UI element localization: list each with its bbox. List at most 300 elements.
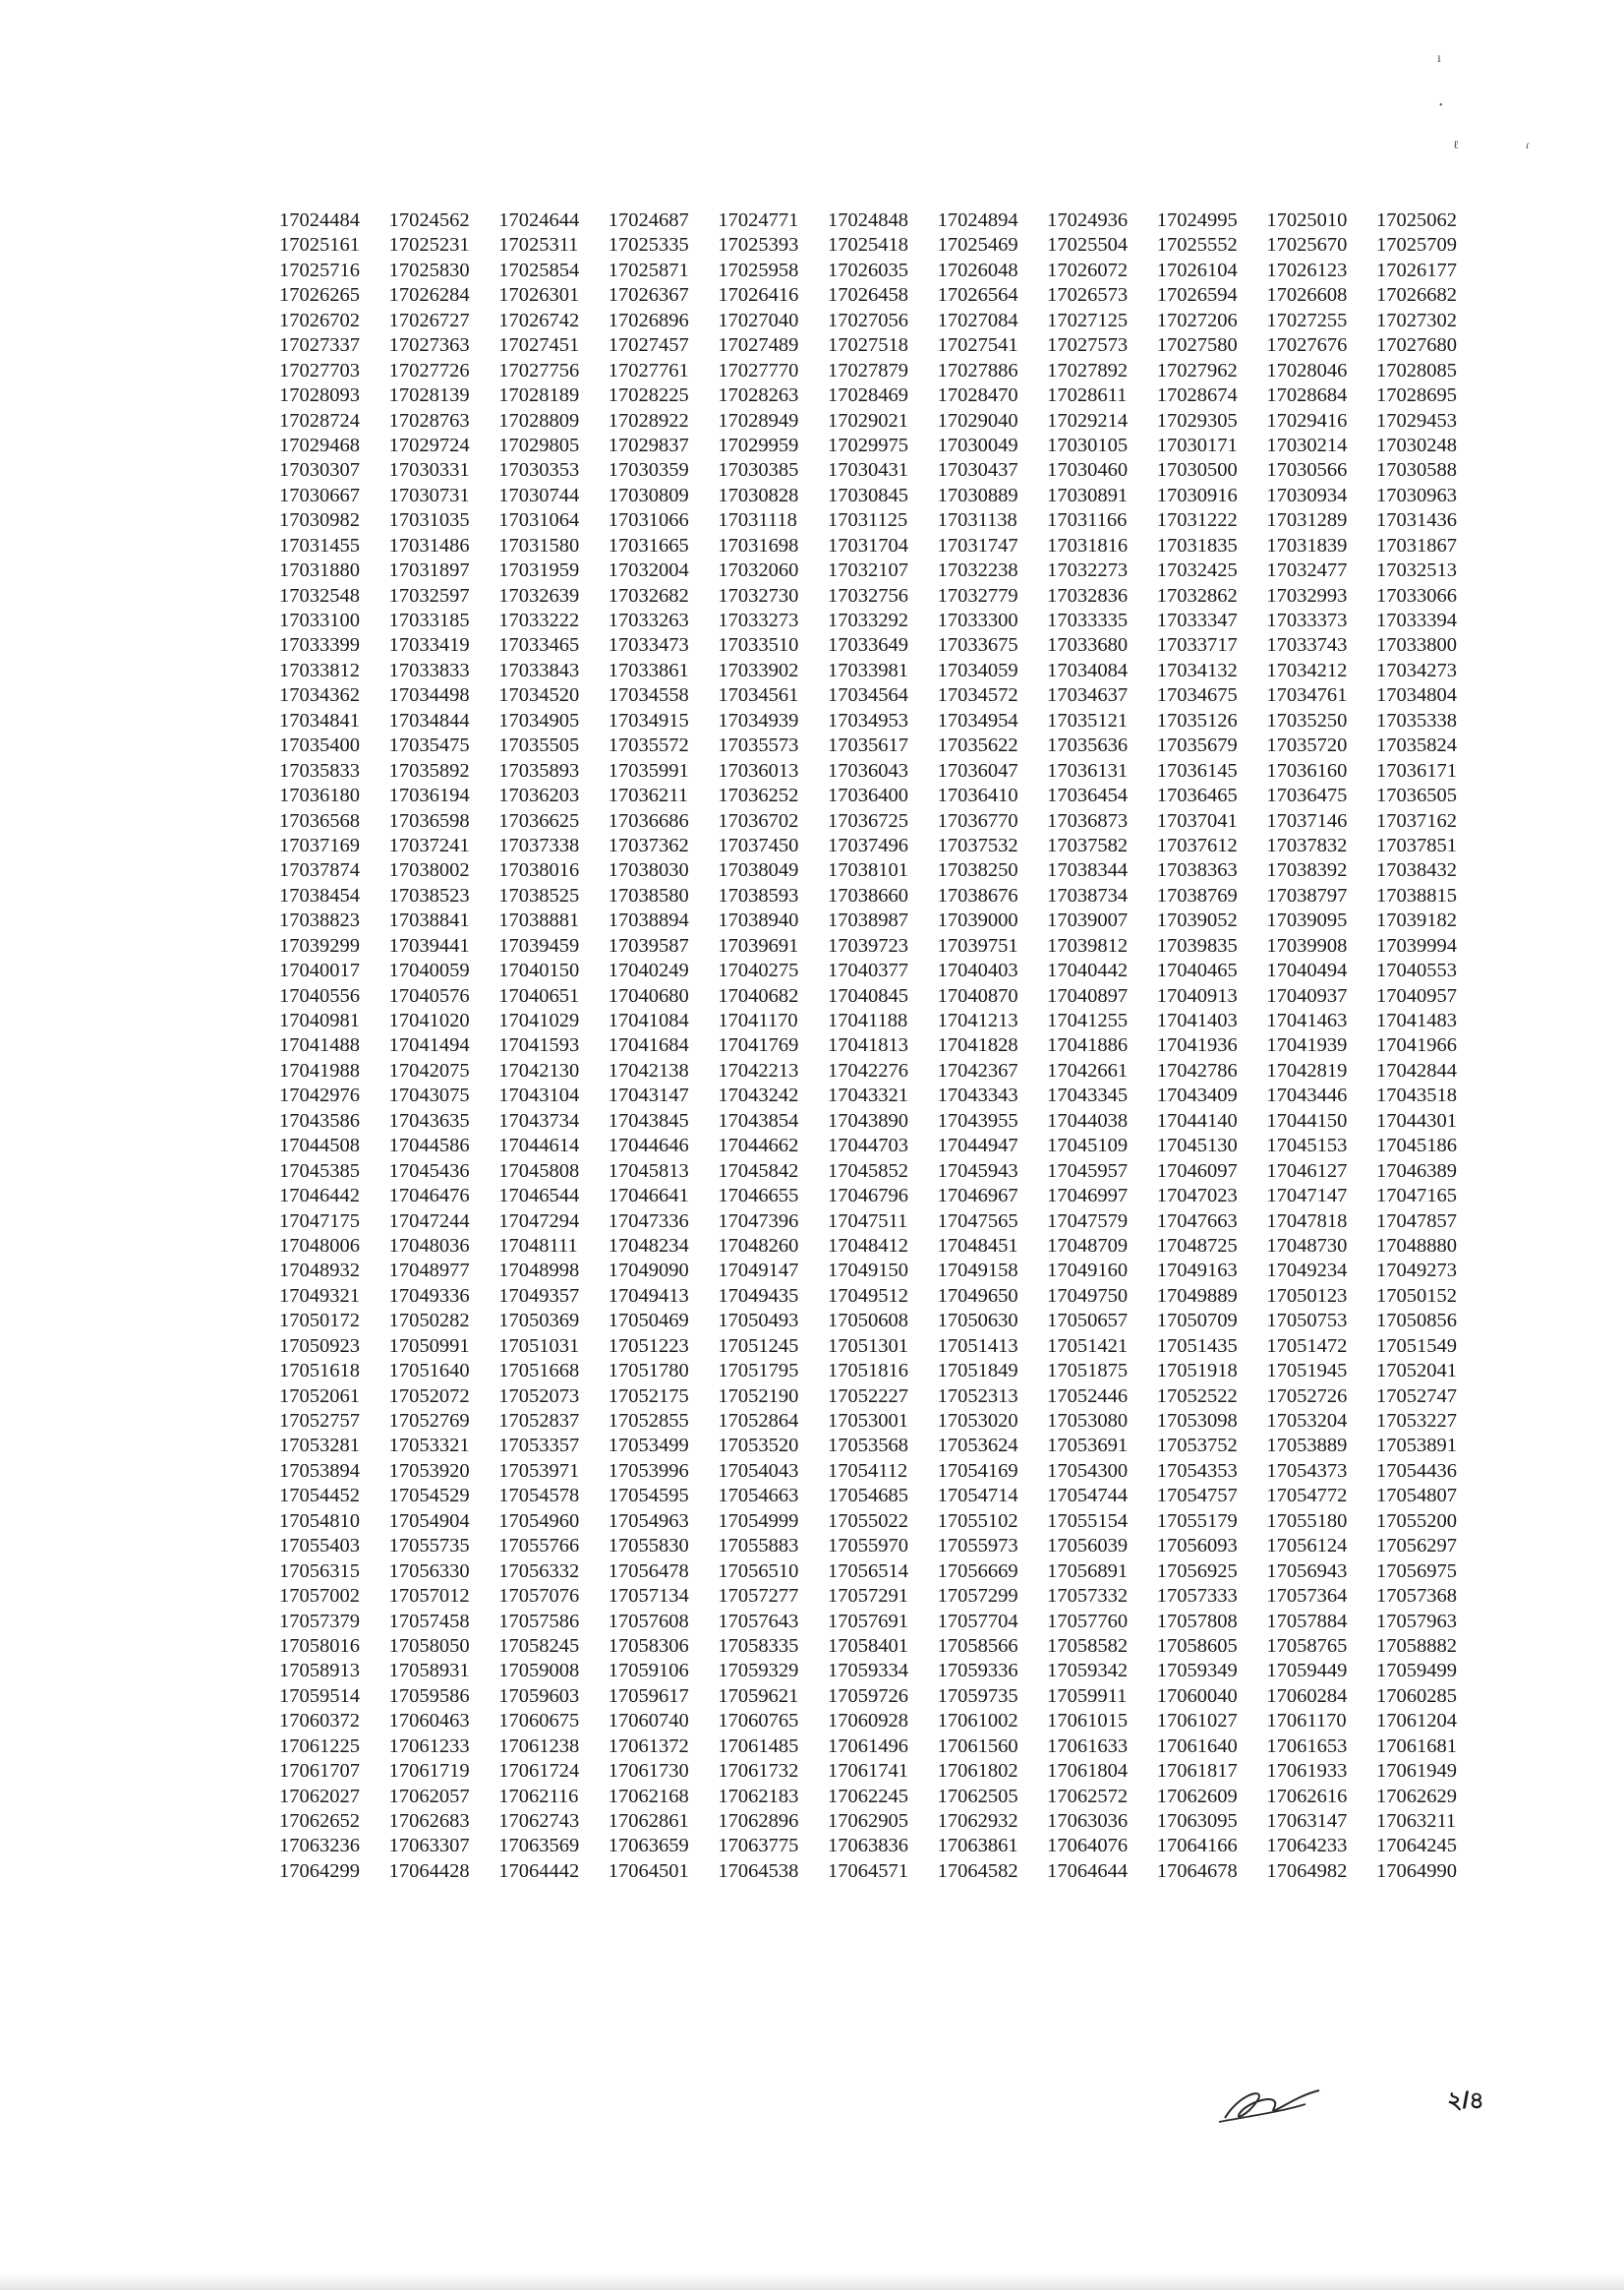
scan-edge-shadow: [0, 2273, 1624, 2290]
roll-number-cell: 17034939: [718, 709, 799, 732]
roll-number-cell: 17047023: [1156, 1185, 1238, 1207]
roll-number-cell: 17036194: [388, 785, 470, 807]
roll-number-cell: 17026367: [608, 284, 689, 307]
roll-number-cell: 17059514: [279, 1684, 360, 1707]
roll-number-cell: 17062861: [608, 1810, 689, 1832]
roll-number-cell: 17051549: [1375, 1334, 1457, 1357]
roll-number-cell: 17043734: [498, 1109, 580, 1132]
roll-number-cell: 17062616: [1266, 1785, 1348, 1807]
roll-number-cell: 17054810: [279, 1509, 360, 1532]
roll-number-cell: 17026608: [1266, 284, 1348, 307]
roll-number-cell: 17061724: [498, 1760, 580, 1783]
roll-number-cell: 17049512: [827, 1284, 908, 1307]
roll-number-cell: 17025311: [498, 234, 579, 257]
roll-number-cell: 17045852: [827, 1159, 908, 1182]
roll-number-cell: 17027676: [1266, 334, 1348, 357]
roll-number-cell: 17034905: [498, 709, 580, 732]
roll-number-cell: 17026301: [498, 284, 580, 307]
roll-number-cell: 17033861: [608, 659, 689, 681]
roll-number-cell: 17043345: [1047, 1085, 1129, 1107]
roll-number-cell: 17037169: [279, 834, 360, 856]
roll-number-cell: 17059603: [498, 1684, 580, 1707]
roll-number-cell: 17053752: [1156, 1435, 1238, 1457]
roll-number-cell: 17062743: [498, 1810, 580, 1832]
roll-number-cell: 17033743: [1266, 634, 1348, 657]
roll-number-cell: 17064076: [1047, 1835, 1129, 1857]
roll-number-cell: 17048111: [498, 1234, 578, 1257]
roll-number-cell: 17033066: [1375, 584, 1457, 607]
roll-number-cell: 17060285: [1375, 1684, 1457, 1707]
roll-number-cell: 17040442: [1047, 960, 1129, 982]
roll-number-cell: 17050493: [718, 1310, 799, 1332]
roll-number-cell: 17027573: [1047, 334, 1129, 357]
roll-number-cell: 17038823: [279, 910, 360, 932]
roll-number-cell: 17059449: [1266, 1660, 1348, 1682]
roll-number-cell: 17040275: [718, 960, 799, 982]
roll-number-cell: 17032477: [1266, 559, 1348, 582]
roll-number-cell: 17030500: [1156, 459, 1238, 482]
roll-number-cell: 17031486: [388, 534, 470, 557]
roll-number-cell: 17048412: [827, 1234, 908, 1257]
roll-number-cell: 17060765: [718, 1710, 799, 1732]
roll-number-cell: 17026104: [1156, 259, 1238, 281]
roll-number-cell: 17058882: [1375, 1634, 1457, 1657]
roll-number-cell: 17049889: [1156, 1284, 1238, 1307]
roll-number-cell: 17063036: [1047, 1810, 1129, 1832]
roll-number-cell: 17054043: [718, 1459, 799, 1482]
roll-number-cell: 17035636: [1047, 734, 1129, 757]
roll-number-cell: 17035572: [608, 734, 689, 757]
roll-number-cell: 17064245: [1375, 1835, 1457, 1857]
roll-number-cell: 17030916: [1156, 484, 1238, 506]
roll-number-cell: 17061233: [388, 1734, 470, 1757]
roll-number-cell: 17041463: [1266, 1010, 1348, 1031]
roll-number-cell: 17054373: [1266, 1459, 1348, 1482]
roll-number-cell: 17048036: [388, 1234, 470, 1257]
roll-number-cell: 17028763: [388, 409, 470, 432]
roll-number-cell: 17025958: [718, 259, 799, 281]
roll-number-cell: 17037874: [279, 859, 360, 882]
roll-number-cell: 17054999: [718, 1509, 799, 1532]
roll-number-cell: 17053996: [608, 1459, 689, 1482]
roll-number-cell: 17027206: [1156, 309, 1238, 331]
roll-number-cell: 17026564: [937, 284, 1018, 307]
roll-number-cell: 17054300: [1047, 1459, 1129, 1482]
roll-number-cell: 17030744: [498, 484, 580, 506]
roll-number-cell: 17038676: [937, 884, 1018, 907]
roll-number-cell: 17028695: [1375, 384, 1457, 407]
roll-number-cell: 17052175: [608, 1384, 689, 1407]
roll-number-cell: 17058335: [718, 1634, 799, 1657]
roll-number-cell: 17034915: [608, 709, 689, 732]
roll-number-cell: 17033902: [718, 659, 799, 681]
roll-number-cell: 17059334: [827, 1660, 908, 1682]
roll-number-cell: 17036702: [718, 809, 799, 832]
roll-number-cell: 17039459: [498, 934, 580, 957]
roll-number-cell: 17063861: [937, 1835, 1018, 1857]
roll-number-cell: 17061640: [1156, 1734, 1238, 1757]
roll-number-cell: 17029021: [827, 409, 908, 432]
roll-number-cell: 17033649: [827, 634, 908, 657]
roll-number-cell: 17033812: [279, 659, 360, 681]
roll-number-cell: 17028684: [1266, 384, 1348, 407]
roll-number-cell: 17055830: [608, 1535, 689, 1557]
roll-number-cell: 17039835: [1156, 934, 1238, 957]
roll-number-cell: 17033373: [1266, 610, 1348, 631]
roll-number-cell: 17061027: [1156, 1710, 1238, 1732]
roll-number-cell: 17040553: [1375, 960, 1457, 982]
roll-number-cell: 17041593: [498, 1034, 580, 1057]
roll-number-cell: 17053001: [827, 1410, 908, 1432]
roll-number-cell: 17027962: [1156, 359, 1238, 382]
roll-number-cell: 17042367: [937, 1059, 1018, 1082]
roll-number-cell: 17042276: [827, 1059, 908, 1082]
roll-number-cell: 17033300: [937, 610, 1018, 631]
roll-number-cell: 17053098: [1156, 1410, 1238, 1432]
roll-number-cell: 17032238: [937, 559, 1018, 582]
roll-number-cell: 17036171: [1375, 759, 1457, 782]
roll-number-cell: 17051618: [279, 1360, 360, 1382]
roll-number-cell: 17029453: [1375, 409, 1457, 432]
roll-number-cell: 17041966: [1375, 1034, 1457, 1057]
roll-number-cell: 17038016: [498, 859, 580, 882]
roll-number-cell: 17050172: [279, 1310, 360, 1332]
roll-number-cell: 17047336: [608, 1209, 689, 1232]
roll-number-cell: 17055022: [827, 1509, 908, 1532]
roll-number-cell: 17031289: [1266, 509, 1348, 532]
roll-number-cell: 17044508: [279, 1135, 360, 1157]
roll-number-cell: 17036568: [279, 809, 360, 832]
roll-number-cell: 17053321: [388, 1435, 470, 1457]
roll-number-cell: 17031839: [1266, 534, 1348, 557]
roll-number-cell: 17056514: [827, 1559, 908, 1582]
roll-number-cell: 17045130: [1156, 1135, 1238, 1157]
roll-number-cell: 17051945: [1266, 1360, 1348, 1382]
roll-number-cell: 17050630: [937, 1310, 1018, 1332]
roll-number-cell: 17058245: [498, 1634, 580, 1657]
roll-number-cell: 17028046: [1266, 359, 1348, 382]
roll-number-cell: 17063775: [718, 1835, 799, 1857]
roll-number-cell: 17050657: [1047, 1310, 1129, 1332]
roll-number-cell: 17027886: [937, 359, 1018, 382]
roll-number-cell: 17027518: [827, 334, 908, 357]
roll-number-cell: 17056332: [498, 1559, 580, 1582]
roll-number-cell: 17027084: [937, 309, 1018, 331]
roll-number-cell: 17037162: [1375, 809, 1457, 832]
roll-number-cell: 17046641: [608, 1185, 689, 1207]
roll-number-cell: 17041813: [827, 1034, 908, 1057]
roll-number-cell: 17041988: [279, 1059, 360, 1082]
roll-number-cell: 17062896: [718, 1810, 799, 1832]
roll-number-cell: 17033843: [498, 659, 580, 681]
roll-number-cell: 17062245: [827, 1785, 908, 1807]
roll-number-cell: 17054112: [827, 1459, 908, 1482]
roll-number-cell: 17054169: [937, 1459, 1018, 1482]
roll-number-cell: 17030828: [718, 484, 799, 506]
roll-number-cell: 17053520: [718, 1435, 799, 1457]
roll-number-cell: 17061633: [1047, 1734, 1129, 1757]
roll-number-cell: 17036211: [608, 785, 689, 807]
roll-number-cell: 17038841: [388, 910, 470, 932]
roll-number-cell: 17050856: [1375, 1310, 1457, 1332]
roll-number-cell: 17027726: [388, 359, 470, 382]
roll-number-cell: 17026594: [1156, 284, 1238, 307]
roll-number-cell: 17051780: [608, 1360, 689, 1382]
roll-number-cell: 17049413: [608, 1284, 689, 1307]
roll-number-cell: 17031880: [279, 559, 360, 582]
roll-number-cell: 17044703: [827, 1135, 908, 1157]
roll-number-cell: 17052837: [498, 1410, 580, 1432]
roll-number-cell: 17055179: [1156, 1509, 1238, 1532]
roll-number-cell: 17052726: [1266, 1384, 1348, 1407]
roll-number-cell: 17041483: [1375, 1010, 1457, 1031]
roll-number-cell: 17042075: [388, 1059, 470, 1082]
roll-number-cell: 17027761: [608, 359, 689, 382]
roll-number-cell: 17031835: [1156, 534, 1238, 557]
roll-number-cell: 17036180: [279, 785, 360, 807]
roll-number-cell: 17030891: [1047, 484, 1129, 506]
roll-number-cell: 17050469: [608, 1310, 689, 1332]
roll-number-cell: 17039691: [718, 934, 799, 957]
roll-number-cell: 17030963: [1375, 484, 1457, 506]
roll-number-cell: 17029959: [718, 434, 799, 456]
roll-number-cell: 17032682: [608, 584, 689, 607]
roll-number-cell: 17054595: [608, 1485, 689, 1507]
roll-number-cell: 17025231: [388, 234, 470, 257]
roll-number-cell: 17053204: [1266, 1410, 1348, 1432]
roll-number-cell: 17054714: [937, 1485, 1018, 1507]
roll-number-cell: 17049357: [498, 1284, 580, 1307]
roll-number-cell: 17040494: [1266, 960, 1348, 982]
roll-number-cell: 17052227: [827, 1384, 908, 1407]
roll-number-cell: 17039052: [1156, 910, 1238, 932]
roll-number-cell: 17049090: [608, 1260, 689, 1282]
roll-number-cell: 17054578: [498, 1485, 580, 1507]
roll-number-cell: 17031035: [388, 509, 470, 532]
roll-number-cell: 17033222: [498, 610, 580, 631]
roll-number-cell: 17036203: [498, 785, 580, 807]
roll-number-cell: 17064299: [279, 1859, 360, 1882]
roll-number-cell: 17046389: [1375, 1159, 1457, 1182]
roll-number-cell: 17025552: [1156, 234, 1238, 257]
roll-number-cell: 17034675: [1156, 684, 1238, 707]
roll-number-cell: 17040957: [1375, 984, 1457, 1007]
roll-number-cell: 17061372: [608, 1734, 689, 1757]
roll-number-cell: 17057458: [388, 1610, 470, 1632]
roll-number-cell: 17042819: [1266, 1059, 1348, 1082]
roll-number-cell: 17036410: [937, 785, 1018, 807]
roll-number-cell: 17025469: [937, 234, 1018, 257]
roll-number-cell: 17030809: [608, 484, 689, 506]
roll-number-cell: 17053080: [1047, 1410, 1129, 1432]
roll-number-cell: 17031066: [608, 509, 689, 532]
roll-number-cell: 17053889: [1266, 1435, 1348, 1457]
roll-number-cell: 17024771: [718, 209, 799, 231]
roll-number-cell: 17034212: [1266, 659, 1348, 681]
roll-number-cell: 17040576: [388, 984, 470, 1007]
roll-number-cell: 17035573: [718, 734, 799, 757]
roll-number-cell: 17051816: [827, 1360, 908, 1382]
roll-number-cell: 17025504: [1047, 234, 1129, 257]
roll-number-cell: 17048006: [279, 1234, 360, 1257]
roll-number-cell: 17043343: [937, 1085, 1018, 1107]
roll-number-cell: 17025161: [279, 234, 360, 257]
roll-number-cell: 17056975: [1375, 1559, 1457, 1582]
roll-number-cell: 17028225: [608, 384, 689, 407]
roll-number-cell: 17028922: [608, 409, 689, 432]
roll-number-cell: 17026177: [1375, 259, 1457, 281]
roll-number-cell: 17031436: [1375, 509, 1457, 532]
roll-number-cell: 17036686: [608, 809, 689, 832]
roll-number-cell: 17041213: [937, 1010, 1018, 1031]
roll-number-cell: 17032993: [1266, 584, 1348, 607]
roll-number-cell: 17061496: [827, 1734, 908, 1757]
roll-number-cell: 17040403: [937, 960, 1018, 982]
roll-number-cell: 17051421: [1047, 1334, 1129, 1357]
roll-number-cell: 17024484: [279, 209, 360, 231]
roll-number-cell: 17046097: [1156, 1159, 1238, 1182]
roll-number-cell: 17045842: [718, 1159, 799, 1182]
roll-number-cell: 17031166: [1047, 509, 1128, 532]
roll-number-cell: 17025062: [1375, 209, 1457, 231]
roll-number-cell: 17035617: [827, 734, 908, 757]
roll-number-cell: 17053894: [279, 1459, 360, 1482]
roll-number-cell: 17037338: [498, 834, 580, 856]
roll-number-cell: 17035833: [279, 759, 360, 782]
roll-number-cell: 17061817: [1156, 1760, 1238, 1783]
roll-number-cell: 17029468: [279, 434, 360, 456]
roll-number-cell: 17059911: [1047, 1684, 1128, 1707]
roll-number-cell: 17044150: [1266, 1109, 1348, 1132]
roll-number-cell: 17062183: [718, 1785, 799, 1807]
roll-number-cell: 17048730: [1266, 1234, 1348, 1257]
roll-number-cell: 17025418: [827, 234, 908, 257]
roll-number-cell: 17034520: [498, 684, 580, 707]
roll-number-cell: 17044646: [608, 1135, 689, 1157]
roll-number-cell: 17057884: [1266, 1610, 1348, 1632]
roll-number-cell: 17030359: [608, 459, 689, 482]
roll-number-cell: 17038881: [498, 910, 580, 932]
roll-number-cell: 17054685: [827, 1485, 908, 1507]
roll-number-cell: 17061741: [827, 1760, 908, 1783]
roll-number-cell: 17033510: [718, 634, 799, 657]
roll-number-cell: 17040059: [388, 960, 470, 982]
roll-number-cell: 17053281: [279, 1435, 360, 1457]
roll-number-cell: 17057332: [1047, 1585, 1129, 1608]
roll-number-cell: 17055154: [1047, 1509, 1129, 1532]
roll-number-cell: 17061225: [279, 1734, 360, 1757]
roll-number-cell: 17036145: [1156, 759, 1238, 782]
roll-number-cell: 17031698: [718, 534, 799, 557]
roll-number-cell: 17044038: [1047, 1109, 1129, 1132]
roll-number-cell: 17043147: [608, 1085, 689, 1107]
roll-number-cell: 17031867: [1375, 534, 1457, 557]
roll-number-cell: 17042130: [498, 1059, 580, 1082]
roll-number-cell: 17051472: [1266, 1334, 1348, 1357]
roll-number-cell: 17059617: [608, 1684, 689, 1707]
roll-number-cell: 17062932: [937, 1810, 1018, 1832]
roll-number-cell: 17061802: [937, 1760, 1018, 1783]
roll-number-cell: 17030889: [937, 484, 1018, 506]
roll-number-cell: 17051031: [498, 1334, 580, 1357]
roll-number-cell: 17045808: [498, 1159, 580, 1182]
roll-number-cell: 17051875: [1047, 1360, 1129, 1382]
roll-number-cell: 17064644: [1047, 1859, 1129, 1882]
roll-number-cell: 17045436: [388, 1159, 470, 1182]
roll-number-cell: 17063095: [1156, 1810, 1238, 1832]
roll-number-cell: 17056478: [608, 1559, 689, 1582]
roll-number-cell: 17051435: [1156, 1334, 1238, 1357]
roll-number-cell: 17038734: [1047, 884, 1129, 907]
roll-number-cell: 17027703: [279, 359, 360, 382]
roll-number-cell: 17039723: [827, 934, 908, 957]
roll-number-cell: 17061732: [718, 1760, 799, 1783]
roll-number-cell: 17051245: [718, 1334, 799, 1357]
roll-number-cell: 17059499: [1375, 1660, 1457, 1682]
roll-number-cell: 17042138: [608, 1059, 689, 1082]
roll-number-cell: 17047294: [498, 1209, 580, 1232]
roll-number-cell: 17028093: [279, 384, 360, 407]
roll-number-cell: 17058765: [1266, 1634, 1348, 1657]
roll-number-cell: 17050123: [1266, 1284, 1348, 1307]
roll-number-cell: 17026284: [388, 284, 470, 307]
roll-number-cell: 17040913: [1156, 984, 1238, 1007]
roll-number-cell: 17025854: [498, 259, 580, 281]
roll-number-cell: 17042213: [718, 1059, 799, 1082]
roll-number-cell: 17049321: [279, 1284, 360, 1307]
roll-number-cell: 17028949: [718, 409, 799, 432]
roll-number-cell: 17036598: [388, 809, 470, 832]
roll-number-cell: 17054807: [1375, 1485, 1457, 1507]
roll-number-cell: 17037582: [1047, 834, 1129, 856]
roll-number-cell: 17044614: [498, 1135, 580, 1157]
roll-number-cell: 17024562: [388, 209, 470, 231]
roll-number-cell: 17057076: [498, 1585, 580, 1608]
roll-number-cell: 17035121: [1047, 709, 1129, 732]
roll-number-cell: 17049150: [827, 1260, 908, 1282]
roll-number-cell: 17033981: [827, 659, 908, 681]
roll-number-cell: 17043104: [498, 1085, 580, 1107]
roll-number-cell: 17050923: [279, 1334, 360, 1357]
roll-number-cell: 17025393: [718, 234, 799, 257]
roll-number-cell: 17049435: [718, 1284, 799, 1307]
roll-number-cell: 17061002: [937, 1710, 1018, 1732]
roll-number-cell: 17032060: [718, 559, 799, 582]
roll-number-cell: 17038894: [608, 910, 689, 932]
roll-number-cell: 17033399: [279, 634, 360, 657]
roll-number-cell: 17056330: [388, 1559, 470, 1582]
roll-number-cell: 17039299: [279, 934, 360, 957]
roll-number-cell: 17027892: [1047, 359, 1129, 382]
roll-number-cell: 17056943: [1266, 1559, 1348, 1582]
corner-mark: •: [1439, 100, 1443, 111]
roll-number-cell: 17037532: [937, 834, 1018, 856]
roll-number-cell: 17040377: [827, 960, 908, 982]
roll-number-cell: 17053624: [937, 1435, 1018, 1457]
roll-number-cell: 17038101: [827, 859, 908, 882]
roll-number-cell: 17062116: [498, 1785, 579, 1807]
roll-number-cell: 17032107: [827, 559, 908, 582]
roll-number-cell: 17030588: [1375, 459, 1457, 482]
roll-number-cell: 17063147: [1266, 1810, 1348, 1832]
roll-number-cell: 17027879: [827, 359, 908, 382]
roll-number-cell: 17051918: [1156, 1360, 1238, 1382]
roll-number-cell: 17044140: [1156, 1109, 1238, 1132]
roll-number-cell: 17030353: [498, 459, 580, 482]
roll-number-cell: 17038523: [388, 884, 470, 907]
roll-number-cell: 17057608: [608, 1610, 689, 1632]
roll-number-cell: 17041828: [937, 1034, 1018, 1057]
